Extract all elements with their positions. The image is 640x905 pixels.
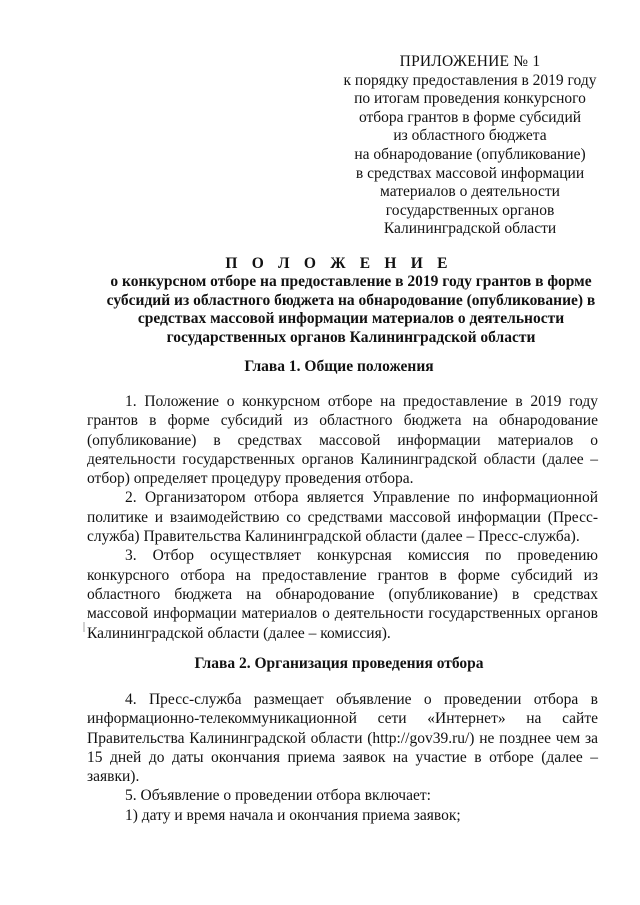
paragraph-3: 3. Отбор осуществляет конкурсная комиссия по проведению конкурсного отбора на предоставление грантов в форме субсидий из областного бюджета на обнародование (опубликование) в средствах массовой информации материалов о деятельности государственных органов Калининградской области (далее – комиссия). <box>87 547 598 642</box>
appendix-line: Калининградской области <box>383 220 557 238</box>
chapter-1-heading: Глава 1. Общие положения <box>244 358 434 375</box>
appendix-line: материалов о деятельности <box>380 183 560 201</box>
paragraph-2: 2. Организатором отбора является Управление по информационной политике и взаимодействию со средствами массовой информации (Пресс-служба) Правительства Калининградской области (далее – Пресс-служба). <box>87 489 598 546</box>
appendix-line: на обнародование (опубликование) <box>354 145 586 163</box>
appendix-header <box>320 53 620 239</box>
document-subtitle: о конкурсном отборе на предоставление в 2019 году грантов в форме субсидий из областного бюджета на обнародование (опубликование) в средствах массовой информации материалов о деятельности государственных органов Калининградской области <box>106 273 596 346</box>
appendix-line: отбора грантов в форме субсидий <box>358 108 582 126</box>
appendix-line: по итогам проведения конкурсного <box>354 90 586 108</box>
appendix-line: к порядку предоставления в 2019 году <box>343 71 597 89</box>
chapter-2-body <box>87 690 598 825</box>
paragraph-4: 4. Пресс-служба размещает объявление о проведении отбора в информационно-телекоммуникационной сети «Интернет» на сайте Правительства Калининградской области (http://gov39.ru/) не позднее чем за 15 дней до даты окончания приема заявок на участие в отборе (далее – заявки). <box>87 691 598 786</box>
chapter-2-heading: Глава 2. Организация проведения отбора <box>194 655 484 672</box>
appendix-line: из областного бюджета <box>393 127 547 145</box>
appendix-line: государственных органов <box>385 201 555 219</box>
paragraph-1: 1. Положение о конкурсном отборе на предоставление в 2019 году грантов в форме субсидий из областного бюджета на обнародование (опубликование) в средствах массовой информации материалов о деятельности государственных органов Калининградской области (далее – отбор) определяет процедуру проведения отбора. <box>87 393 598 488</box>
paragraph-5: 5. Объявление о проведении отбора включает: <box>125 787 431 805</box>
scan-mark <box>83 622 85 632</box>
chapter-1-body <box>87 392 598 643</box>
appendix-title: ПРИЛОЖЕНИЕ № 1 <box>399 53 541 70</box>
document-title: П О Л О Ж Е Н И Е <box>225 255 453 272</box>
paragraph-5-item-1: 1) дату и время начала и окончания приема заявок; <box>125 806 461 824</box>
appendix-line: в средствах массовой информации <box>355 164 585 182</box>
